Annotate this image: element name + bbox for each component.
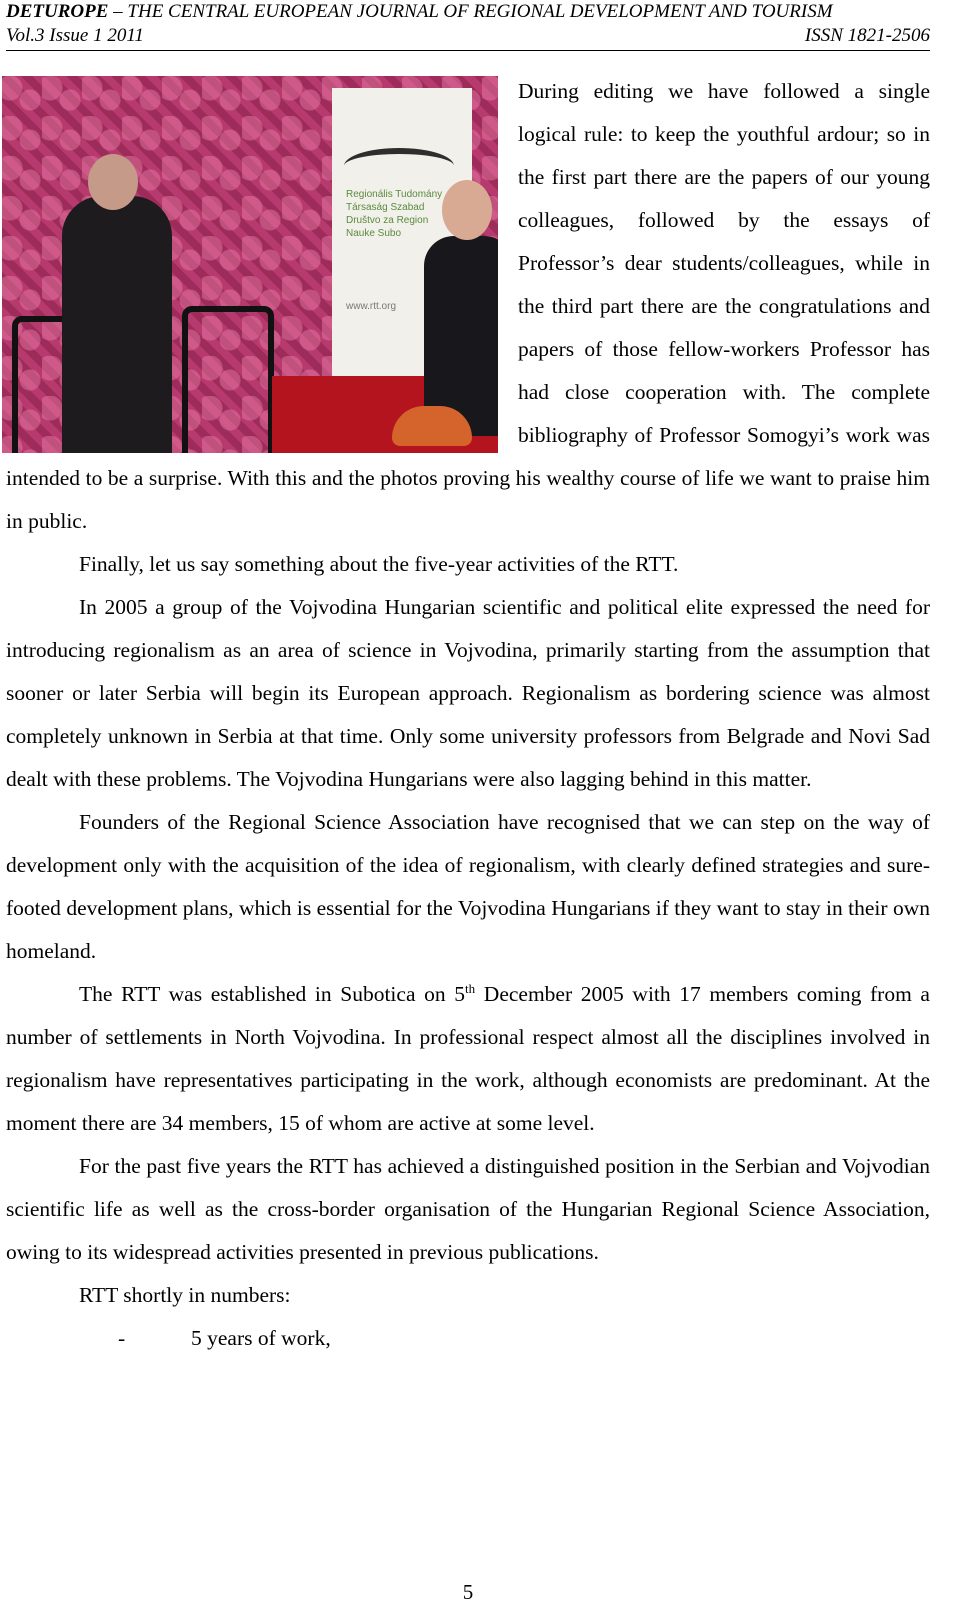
article-body xyxy=(6,70,930,1360)
paragraph-2005: In 2005 a group of the Vojvodina Hungarian scientific and political elite expressed the need for introducing regionalism as an area of science in Vojvodina, primarily starting from the assumption that sooner or later Serbia will begin its European approach. Regionalism as bordering science was almost completely unknown in Serbia at that time. Only some university professors from Belgrade and Novi Sad dealt with these problems. The Vojvodina Hungarians were also lagging behind in this matter. xyxy=(6,595,930,791)
paragraph-founders: Founders of the Regional Science Association have recognised that we can step on the way of development only with the acquisition of the idea of regionalism, with clearly defined strategies and sure-footed development plans, which is essential for the Vojvodina Hungarians if they want to stay in their own homeland. xyxy=(6,810,930,963)
issn: ISSN 1821-2506 xyxy=(804,25,930,46)
page-header xyxy=(6,0,930,51)
paragraph-finally: Finally, let us say something about the five-year activities of the RTT. xyxy=(79,552,679,576)
rtt-banner: Regionális Tudomány Társaság Szabad Društvo za Region Nauke Subo www.rtt.org xyxy=(332,88,472,408)
list-item xyxy=(6,1317,930,1360)
paragraph-past-five-years: For the past five years the RTT has achieved a distinguished position in the Serbian and Vojvodian scientific life as well as the cross-border organisation of the Hungarian Regional Science Association, owing to its widespread activities presented in previous publications. xyxy=(6,1154,930,1264)
volume-issue: Vol.3 Issue 1 2011 xyxy=(6,25,144,46)
journal-title: DETUROPE – THE CENTRAL EUROPEAN JOURNAL OF REGIONAL DEVELOPMENT AND TOURISM xyxy=(6,1,833,22)
event-photo xyxy=(2,76,498,453)
paragraph-rtt-established: The RTT was established in Subotica on 5th December 2005 with 17 members coming from a number of settlements in North Vojvodina. In professional respect almost all the disciplines involved in regionalism have representatives participating in the work, although economists are predominant. At the moment there are 34 members, 15 of whom are active at some level. xyxy=(6,980,930,1135)
numbers-intro: RTT shortly in numbers: xyxy=(79,1283,291,1307)
page-number: 5 xyxy=(462,1580,474,1604)
paragraph-editing: During editing we have followed a single logical rule: to keep the youthful ardour; so in the first part there are the papers of our young colleagues, followed by the essays of Professor’s dear students/colleagues, while in the third part there are the congratulations and papers of those fellow-workers Professor has had close cooperation with. The complete bibliography of Professor Somogyi’s work was intended to be a surprise. With this and the photos proving his wealthy course of life we want to praise him in public. xyxy=(6,79,930,533)
list-item-text: 5 years of work, xyxy=(191,1326,331,1350)
list-dash: - xyxy=(118,1326,126,1350)
